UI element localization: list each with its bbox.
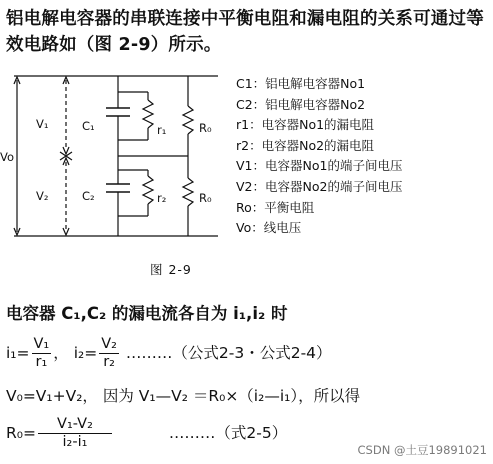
legend-item: C1：铝电解电容器No1 [236, 76, 366, 91]
label-vo: Vo [0, 150, 15, 164]
equation-1: i₁= $\frac{\text{V₁}}{\text{r₁}}$ ， i₂= $\frac{\text{V₂}}{\text{r₂}}$ ………（公式2-3・公式2-4） [6, 336, 332, 370]
label-v2: V₂ [36, 189, 49, 203]
legend-item: Vo：线电压 [236, 220, 302, 236]
label-c2: C₂ [82, 189, 95, 203]
label-r2: r₂ [157, 191, 167, 205]
equation-3: R₀= $\frac{\text{V₁-V₂}}{\text{i₂-i₁}}$ ………（式2-5） [6, 416, 288, 450]
equation-2: V₀=V₁+V₂， 因为 V₁—V₂ ＝R₀×（i₂—i₁），所以得 [6, 387, 361, 405]
fraction-v1-r1: $\frac{\text{V₁}}{\text{r₁}}$ [33, 336, 50, 370]
resistor-r2 [143, 176, 153, 204]
resistor-r1 [143, 100, 153, 128]
legend-item: Ro：平衡电阻 [236, 199, 315, 215]
label-ro-bottom: R₀ [199, 191, 212, 205]
equivalent-circuit-diagram [0, 66, 236, 246]
label-c1: C₁ [82, 119, 95, 133]
fraction-v2-r2: $\frac{\text{V₂}}{\text{r₂}}$ [101, 336, 117, 370]
resistor-ro-top [183, 106, 193, 134]
eq1-lhs1: i₁= [6, 344, 30, 362]
legend-item: r2：电容器No2的漏电阻 [236, 137, 375, 153]
label-ro-top: R₀ [199, 121, 212, 135]
eq1-lhs2: i₂= [73, 344, 98, 362]
legend-item: C2：铝电解电容器No2 [236, 96, 366, 112]
figure-caption: 图 2-9 [150, 262, 192, 277]
resistor-ro-bottom [183, 178, 193, 206]
section-heading: 电容器 C₁,C₂ 的漏电流各自为 i₁,i₂ 时 [6, 304, 288, 323]
fraction-ro: $\frac{\text{V₁-V₂}}{\text{i₂-i₁}}$ [38, 416, 112, 451]
label-r1: r₁ [157, 123, 167, 137]
legend-item: V2：电容器No2的端子间电压 [236, 178, 403, 194]
eq1-tail: ………（公式2-3・公式2-4） [125, 344, 332, 362]
intro-paragraph: 铝电解电容器的串联连接中平衡电阻和漏电阻的关系可通过等效电路如（图 2-9）所示。 [6, 9, 484, 55]
legend [236, 74, 402, 239]
legend-item: V1：电容器No1的端子间电压 [236, 158, 403, 174]
legend-item: r1：电容器No1的漏电阻 [236, 117, 375, 133]
watermark: CSDN @土豆19891021 [357, 443, 487, 457]
label-v1: V₁ [36, 117, 49, 131]
